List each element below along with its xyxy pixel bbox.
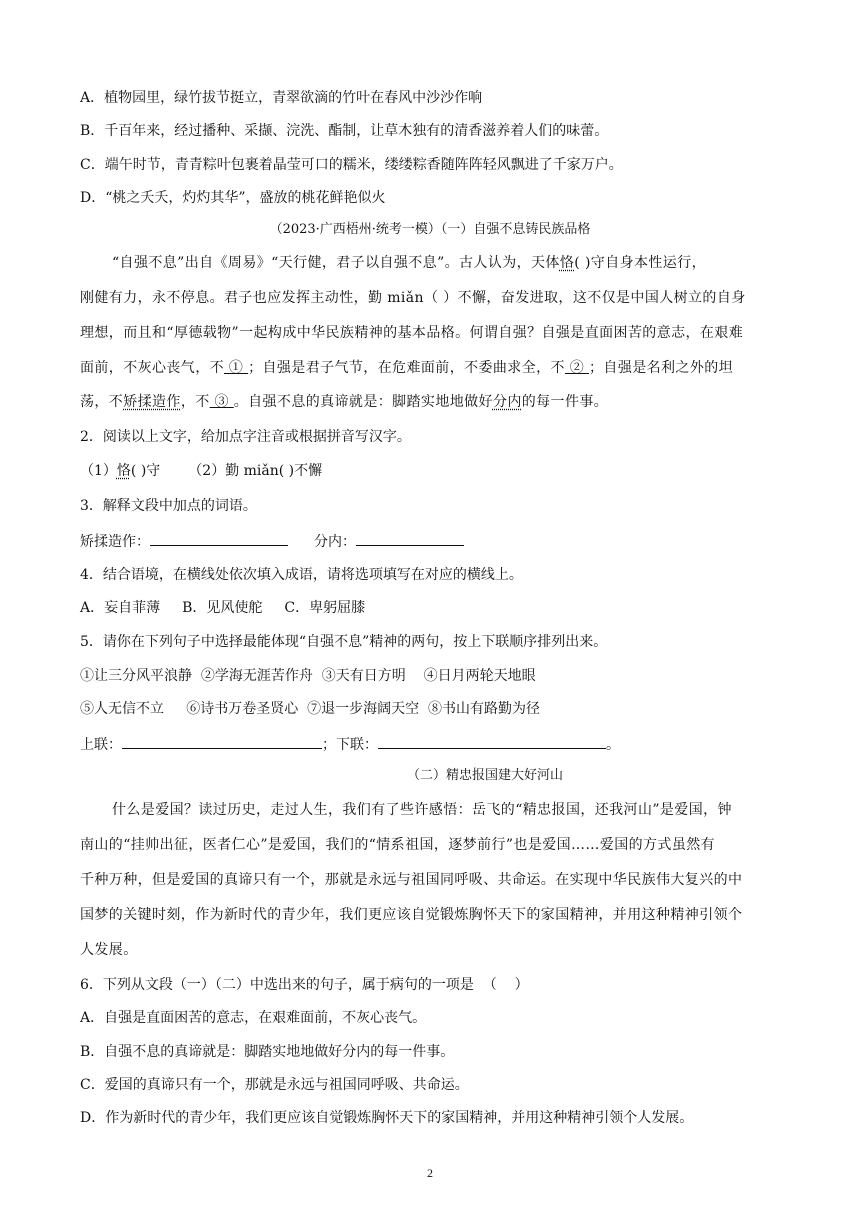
passage1-line4 (80, 358, 733, 378)
question-6-option-b: B．自强不息的真谛就是：脚踏实地地做好分内的每一件事。 (80, 1044, 455, 1060)
option-d-prev: D．“桃之夭夭，灼灼其华”，盛放的桃花鲜艳似火 (80, 190, 386, 206)
passage1-line3: 理想，而且和“厚德载物”一起构成中华民族精神的基本品格。何谓自强？自强是直面困苦的意志，在艰难 (80, 325, 744, 341)
subitem-text: （2）勤 miǎn( )不懈 (188, 463, 323, 479)
passage1-text: ，不 (180, 394, 210, 410)
question-4: 4．结合语境，在横线处依次填入成语，请将选项填写在对应的横线上。 (80, 567, 523, 583)
passage2-line3: 千种万种，但是爱国的真谛只有一个，那就是永远与祖国同呼吸、共命运。在实现中华民族伟大复兴的中 (80, 872, 743, 888)
passage1-text: 面前，不灰心丧气，不 (80, 360, 224, 376)
answer-label: 分内： (314, 534, 356, 550)
blank-2: ② (564, 360, 590, 376)
passage2-line1: 什么是爱国？读过历史，走过人生，我们有了些许感悟：岳飞的“精忠报国，还我河山”是爱国，钟 (112, 802, 732, 818)
answer-blank[interactable] (356, 530, 464, 546)
answer-blank[interactable] (378, 733, 606, 749)
option: C．卑躬屈膝 (284, 600, 366, 616)
passage1-line5 (80, 392, 608, 412)
option: B．见风使舵 (182, 600, 263, 616)
section1-title: （2023·广西梧州·统考一模）（一）自强不息铸民族品格 (269, 222, 591, 237)
question-2-subitems (80, 461, 322, 481)
question-3: 3．解释文段中加点的词语。 (80, 498, 257, 514)
answer-label: 矫揉造作： (80, 534, 150, 550)
question-4-options (80, 598, 365, 618)
passage1-text: 。自强不息的真谛就是：脚踏实地地做好 (233, 394, 493, 410)
subitem-text: ( )守 (130, 463, 161, 479)
blank-3: ③ (209, 394, 234, 410)
answer-label: 上联： (80, 737, 122, 753)
question-6-option-c: C．爱国的真谛只有一个，那就是永远与祖国同呼吸、共命运。 (80, 1077, 469, 1093)
passage2-line5: 人发展。 (80, 942, 138, 958)
question-6-option-d: D．作为新时代的青少年，我们更应该自觉锻炼胸怀天下的家国精神，并用这种精神引领个人发展。 (80, 1110, 694, 1126)
passage2-line2: 南山的“挂帅出征，医者仁心”是爱国，我们的“情系祖国，逐梦前行”也是爱国……爱国的方式虽然有 (80, 837, 716, 853)
question-5-row1: ①让三分风平浪静 ②学海无涯苦作舟 ③天有日方明 ④日月两轮天地眼 (80, 668, 536, 684)
option-b-prev: B．千百年来，经过播种、采撷、浣洗、酯制，让草木独有的清香滋养着人们的味蕾。 (80, 123, 609, 139)
dotted-word: 矫揉造作 (123, 394, 181, 410)
dotted-word: 分内 (492, 394, 522, 410)
question-3-answers (80, 530, 464, 552)
option-c-prev: C．端午时节，青青粽叶包裹着晶莹可口的糯米，缕缕粽香随阵阵轻风飘进了千家万户。 (80, 157, 623, 173)
question-6-option-a: A．自强是直面困苦的意志，在艰难面前，不灰心丧气。 (80, 1010, 427, 1026)
punctuation: 。 (606, 737, 620, 753)
passage1-text: 的每一件事。 (521, 394, 609, 410)
question-5-row2: ⑤人无信不立 ⑥诗书万卷圣贤心 ⑦退一步海阔天空 ⑧书山有路勤为径 (80, 701, 541, 717)
passage2-line4: 国梦的关键时刻，作为新时代的青少年，我们更应该自觉锻炼胸怀天下的家国精神，并用这种精神引领个 (80, 907, 743, 923)
passage1-text: “自强不息”出自《周易》“天行健，君子以自强不息”。古人认为，天体 (112, 255, 560, 271)
option-a-prev: A．植物园里，绿竹拔节挺立，青翠欲滴的竹叶在春风中沙沙作响 (80, 90, 483, 106)
dotted-char: 恪 (116, 463, 131, 479)
subitem-label: （1） (80, 463, 117, 479)
dotted-char: 恪 (559, 255, 575, 271)
page-number: 2 (427, 1166, 433, 1180)
question-5-answers (80, 733, 620, 755)
answer-blank[interactable] (150, 530, 288, 546)
question-5: 5．请你在下列句子中选择最能体现“自强不息”精神的两句，按上下联顺序排列出来。 (80, 634, 608, 650)
answer-blank[interactable] (122, 733, 322, 749)
passage1-text: ；自强是君子气节，在危难面前，不委曲求全，不 (248, 360, 565, 376)
passage1-text: 荡，不 (80, 394, 124, 410)
question-2: 2．阅读以上文字，给加点字注音或根据拼音写汉字。 (80, 429, 411, 445)
passage1-line2: 刚健有力，永不停息。君子也应发挥主动性，勤 miǎn（ ）不懈，奋发进取，这不仅是中国人树立的自身 (80, 290, 746, 306)
option: A．妄自菲薄 (80, 600, 161, 616)
section2-title: （二）精忠报国建大好河山 (406, 768, 563, 783)
passage1-text: ( )守自身本性运行， (574, 255, 707, 271)
blank-1: ① (224, 360, 249, 376)
passage1-line1 (112, 253, 706, 273)
passage1-text: ；自强是名利之外的坦 (589, 360, 734, 376)
question-6: 6．下列从文段（一）（二）中选出来的句子，属于病句的一项是 （ ） (80, 977, 529, 993)
answer-label: ；下联： (322, 737, 378, 753)
